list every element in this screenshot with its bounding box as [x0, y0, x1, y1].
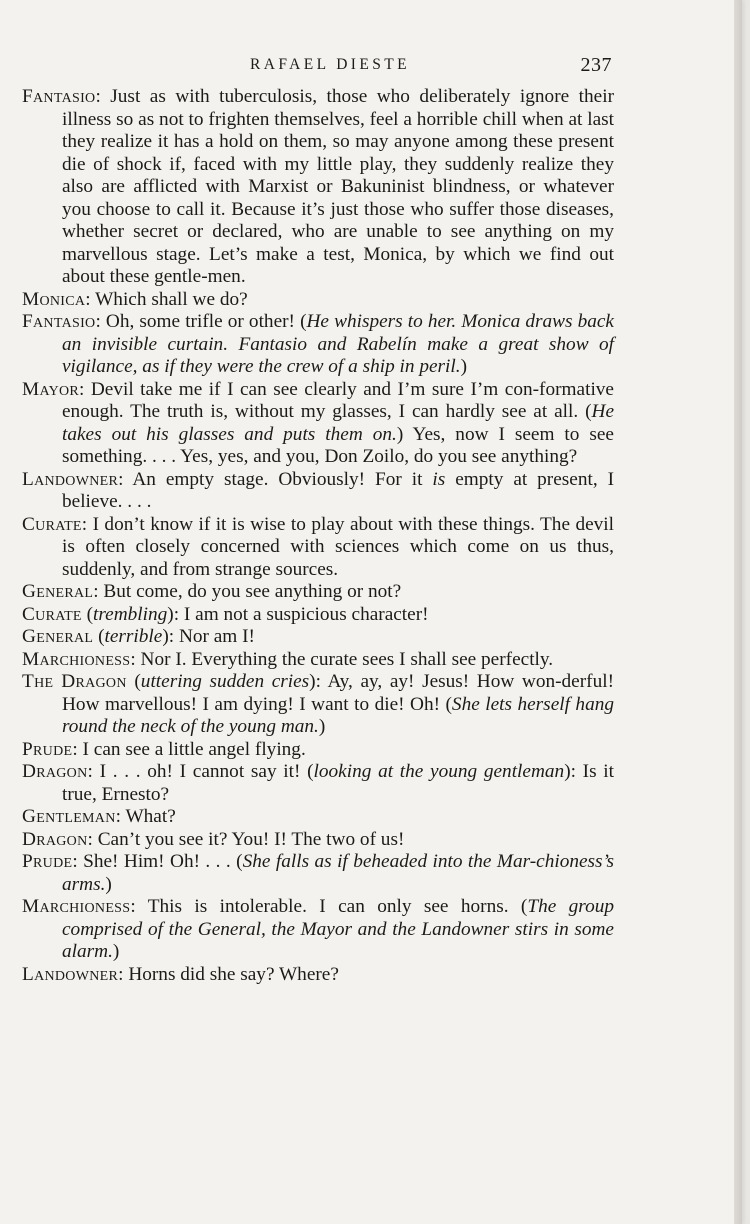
stage-direction: He takes out his glasses and puts them on. [62, 401, 614, 445]
speech-text: : She! Him! Oh! . . . ( [72, 851, 243, 872]
page-number: 237 [580, 54, 612, 76]
speech-text: ( [126, 671, 141, 692]
speech-text: : An empty stage. Obviously! For it [118, 468, 433, 490]
speaker-name: Monica [22, 288, 86, 310]
speech-text: ) [105, 873, 112, 895]
speech-paragraph [22, 379, 614, 469]
stage-direction: terrible [104, 626, 163, 647]
running-head: RAFAEL DIESTE [249, 56, 410, 73]
speech-paragraph [22, 86, 614, 289]
stage-direction: He whispers to her. Monica draws back an invisible curtain. Fantasio and Rabelín make a great show of vigilance, as if they were the crew of a ship in peril. [62, 311, 614, 377]
stage-direction: She lets herself hang round the neck of the young man. [62, 693, 614, 737]
speech-text: ): Nor am I! [162, 626, 255, 647]
speech-text: ) [318, 716, 326, 737]
speech-text: ): Ay, ay, ay! Jesus! How won-derful! How marvellous! I am dying! I want to die! Oh! ( [62, 671, 614, 715]
speech-text: : Nor I. Everything the curate sees I shall see perfectly. [130, 648, 554, 670]
speaker-name: Dragon [22, 828, 88, 850]
speech-paragraph [22, 806, 614, 829]
speech-paragraph [22, 649, 614, 672]
speech-text: : But come, do you see anything or not? [93, 581, 402, 602]
speaker-name: Fantasio [22, 86, 96, 107]
speech-paragraph [22, 311, 614, 379]
speech-text: : I can see a little angel flying. [72, 738, 306, 760]
speaker-name: Curate [22, 603, 82, 625]
stage-direction: She falls as if beheaded into the Mar-chioness’s arms. [62, 851, 614, 895]
speaker-name: Mayor [22, 378, 80, 400]
speech-paragraph [22, 671, 614, 739]
speech-paragraph [22, 581, 614, 604]
stage-direction: is [432, 468, 446, 490]
page-header [22, 54, 614, 78]
speech-paragraph [22, 964, 614, 987]
speech-paragraph [22, 829, 614, 852]
speech-text: : This is intolerable. I can only see horns. ( [130, 896, 528, 917]
speech-text: : I . . . oh! I cannot say it! ( [87, 761, 314, 782]
page-edge [734, 0, 742, 1224]
speech-text: : I don’t know if it is wise to play about with these things. The devil is often closely concerned with sciences which come on us thus, suddenly, and from strange sources. [62, 513, 614, 580]
speaker-name: The Dragon [22, 671, 127, 692]
speech-text: empty at present, I believe. . . . [62, 468, 615, 512]
speaker-name: General [22, 626, 94, 647]
speaker-name: Landowner [22, 963, 119, 985]
speech-text: : What? [115, 806, 176, 827]
speech-paragraph [22, 514, 614, 582]
speaker-name: Fantasio [22, 311, 96, 332]
speech-text: : Just as with tuberculosis, those who deliberately ignore their illness so as not to frighten themselves, feel a horrible chill when at last they realize it has a hold on them, so may anyone among these present die of shock if, faced with my little play, they suddenly realize they also are afflicted with Marxist or Bakuninist blindness, or whatever you choose to call it. Because it’s just those who suffer those diseases, whether secret or declared, who are unable to see anything on my marvellous stage. Let’s make a test, Monica, by which we find out about these gentle-men. [62, 86, 614, 287]
speech-text: ): I am not a suspicious character! [167, 603, 429, 625]
speaker-name: Dragon [22, 761, 88, 782]
stage-direction: uttering sudden cries [140, 671, 310, 692]
speech-text: ) [460, 356, 468, 377]
speech-paragraph [22, 289, 614, 312]
speech-text: ) [112, 941, 120, 962]
speech-paragraph [22, 469, 614, 514]
play-text [22, 86, 614, 986]
speaker-name: Gentleman [22, 806, 116, 827]
stage-direction: The group comprised of the General, the Mayor and the Landowner stirs in some alarm. [62, 896, 614, 962]
speaker-name: General [22, 581, 94, 602]
speech-text: : Devil take me if I can see clearly and I’m sure I’m con-formative enough. The truth is, without my glasses, I can hardly see at all. ( [62, 378, 614, 422]
speech-paragraph [22, 896, 614, 964]
speech-text: ) Yes, now I seem to see something. . . . Yes, yes, and you, Don Zoilo, do you see anything? [62, 423, 614, 467]
speech-text: : Can’t you see it? You! I! The two of us! [87, 828, 405, 850]
speech-text: ): Is it true, Ernesto? [62, 761, 615, 805]
stage-direction: trembling [93, 603, 168, 625]
speaker-name: Marchioness [22, 896, 131, 917]
speech-text: ( [93, 626, 105, 647]
speaker-name: Landowner [22, 468, 119, 490]
speech-text: : Horns did she say? Where? [118, 963, 339, 985]
speech-paragraph [22, 761, 614, 806]
speaker-name: Prude [22, 738, 73, 760]
speech-text: : Oh, some trifle or other! ( [95, 311, 307, 332]
speech-text: ( [81, 603, 94, 625]
speech-paragraph [22, 604, 614, 627]
speaker-name: Marchioness [22, 648, 131, 670]
speech-paragraph [22, 851, 614, 896]
speech-paragraph [22, 626, 614, 649]
speech-text: : Which shall we do? [85, 288, 248, 310]
stage-direction: looking at the young gentleman [313, 761, 565, 782]
speaker-name: Prude [22, 851, 73, 872]
speech-paragraph [22, 739, 614, 762]
speaker-name: Curate [22, 513, 82, 535]
